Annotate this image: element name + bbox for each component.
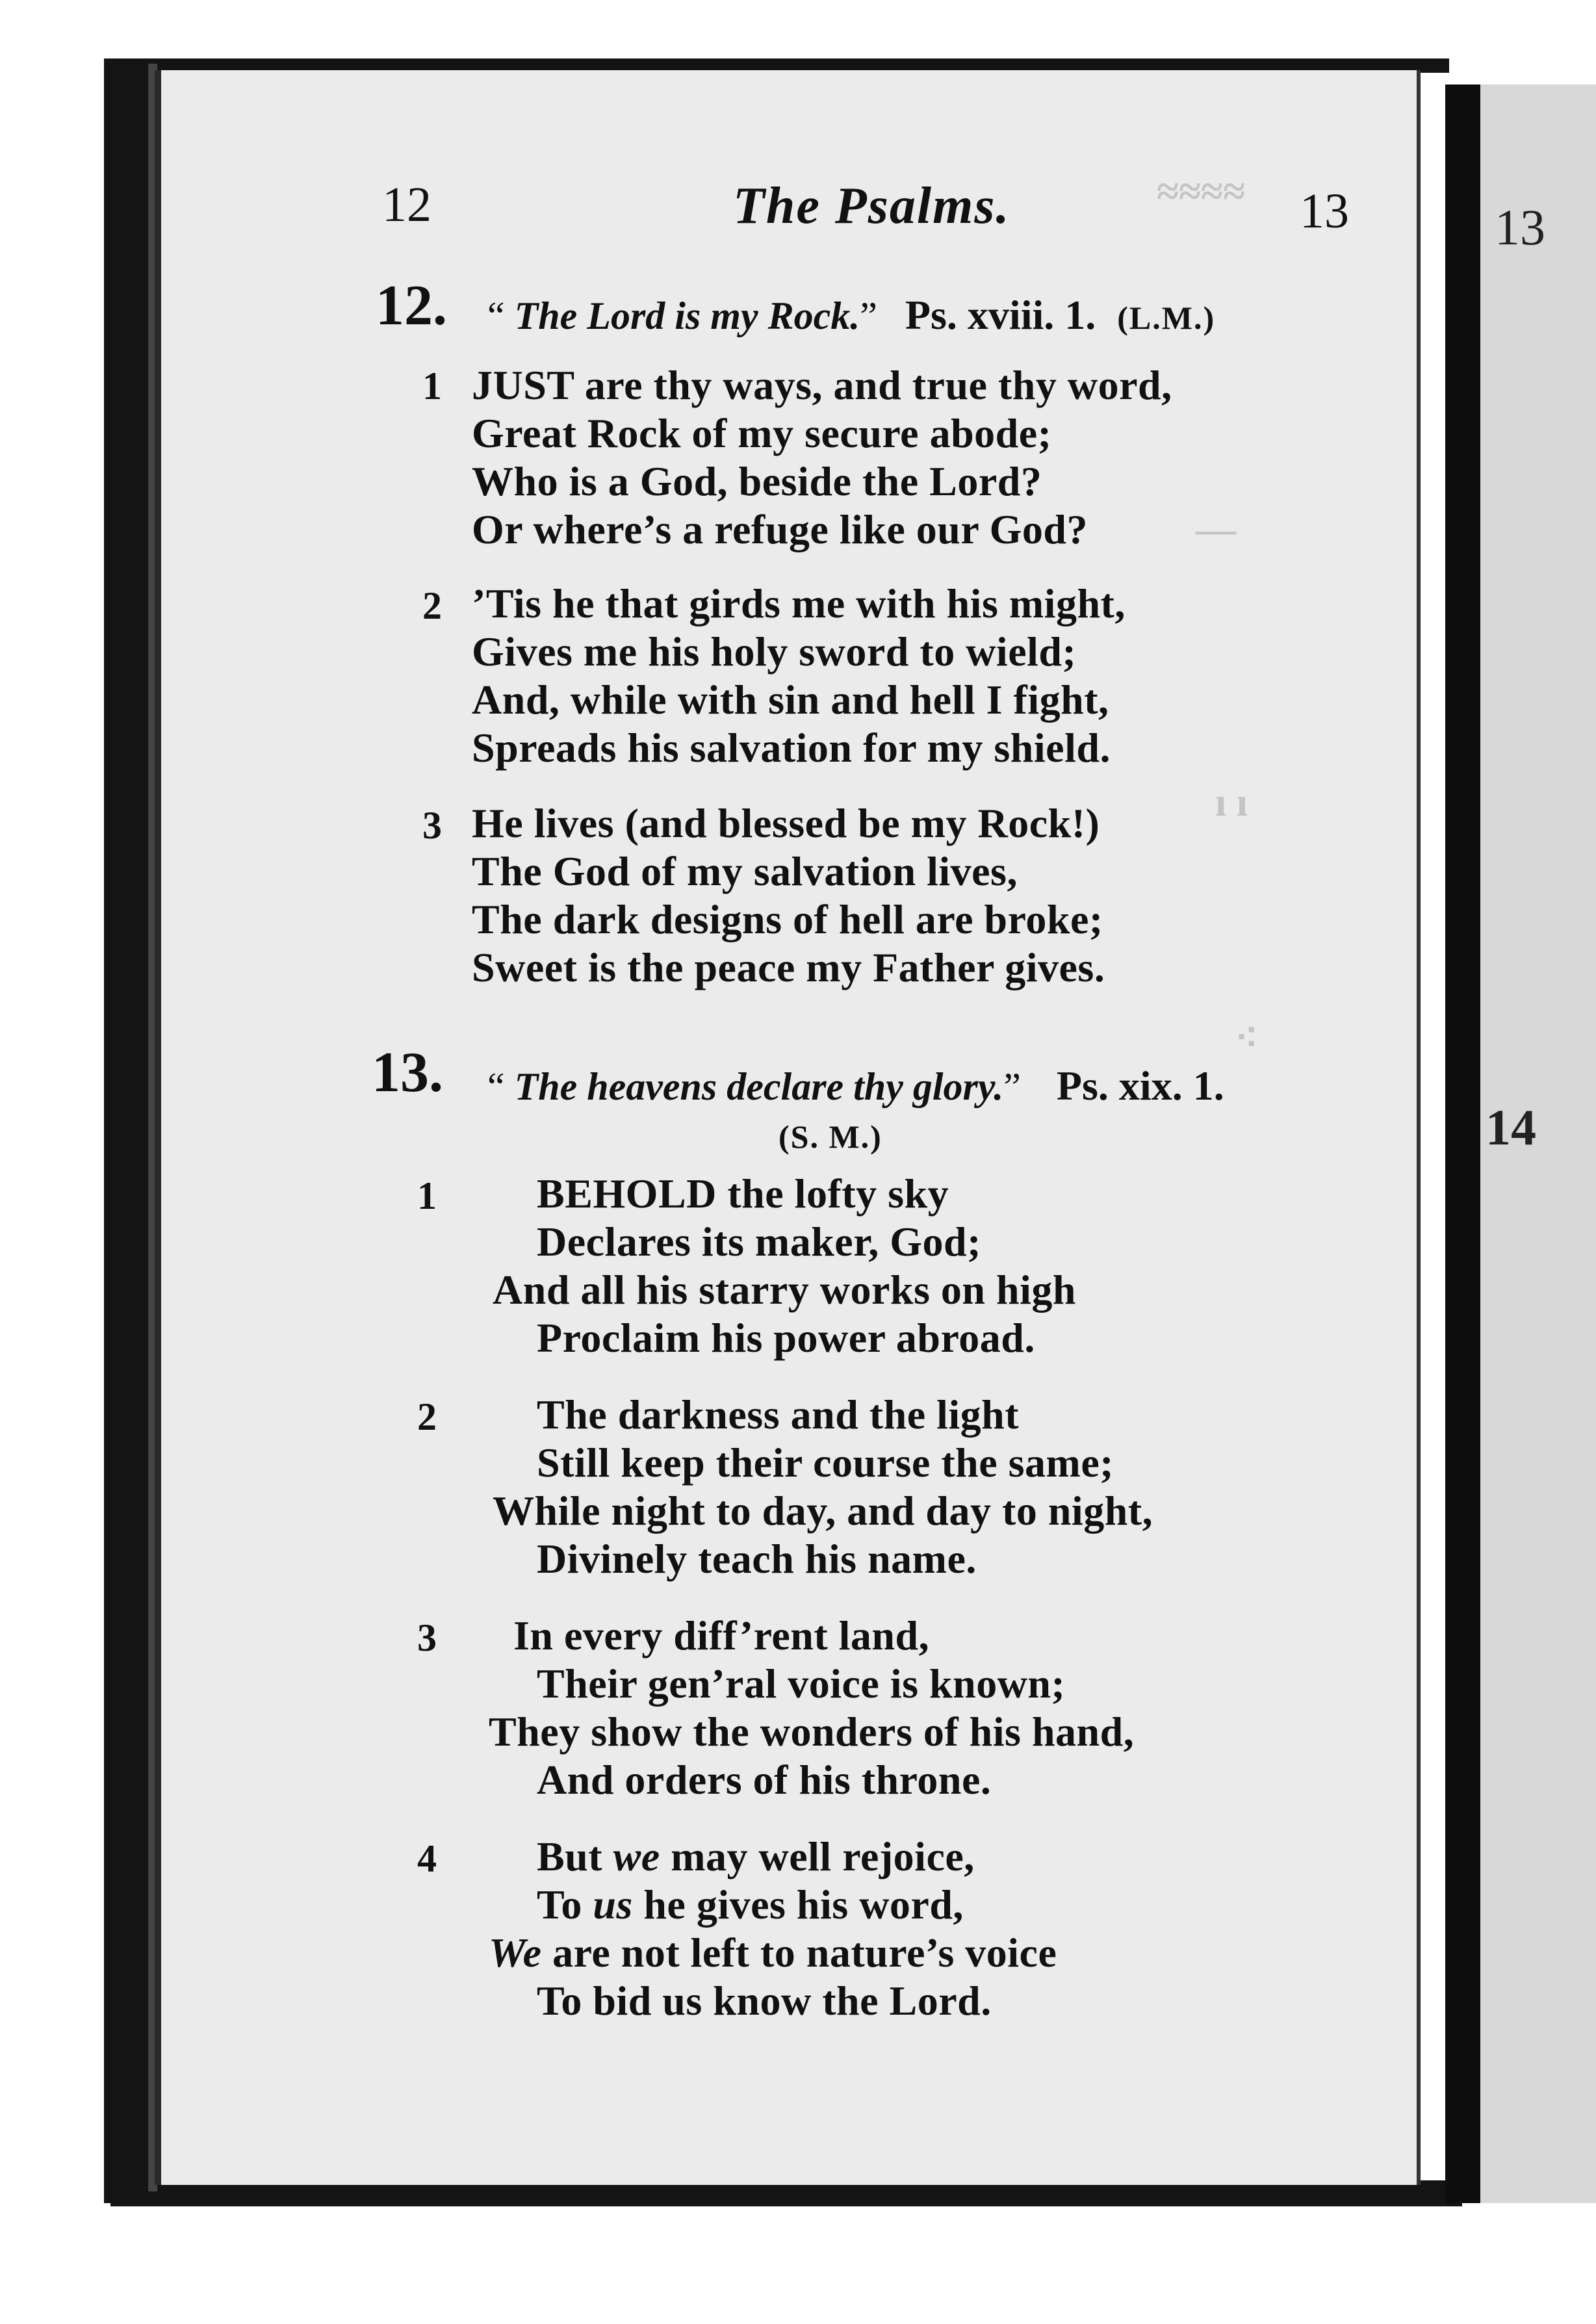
- verse-line: Still keep their course the same;: [537, 1440, 1114, 1486]
- facing-page-verse-number: 14: [1486, 1099, 1536, 1156]
- verse-line: The dark designs of hell are broke;: [472, 896, 1103, 942]
- emphasized-word: us: [593, 1881, 633, 1928]
- psalm-number: 13.: [372, 1041, 443, 1104]
- verse-text: he gives his word,: [632, 1881, 964, 1928]
- verse-line: To bid us know the Lord.: [537, 1978, 992, 2024]
- verse-line: And all his starry works on high: [493, 1267, 1076, 1313]
- verse-line: Sweet is the peace my Father gives.: [472, 944, 1105, 990]
- verse-line: Proclaim his power abroad.: [537, 1315, 1035, 1361]
- verse-line: The darkness and the light: [537, 1391, 1020, 1438]
- facing-page-edge: [1480, 84, 1596, 2203]
- verse-line: ’Tis he that girds me with his might,: [472, 580, 1126, 626]
- verse-line: They show the wonders of his hand,: [489, 1709, 1135, 1755]
- verse-line: Gives me his holy sword to wield;: [472, 628, 1077, 675]
- right-page-gutter: [1445, 84, 1480, 2203]
- psalm-title-open-quote: “: [487, 294, 505, 337]
- psalm-reference: Ps. xix. 1.: [1056, 1063, 1224, 1109]
- verse-line: Who is a God, beside the Lord?: [472, 458, 1042, 504]
- scan-stage: 13 14 ≈≈≈≈ — ı ı ⁖ 12 The Psalms. 13 12. “ The Lord is my Rock.” Ps. xviii. 1. (L.M.) 1 JUST are thy ways, and true thy word, Great Rock of my secure abode; Who is a God, beside the Lord? Or where’s a refuge like our God? 2 ’Tis he that girds me with his might, Gives me his holy sword to wield; And, while with sin and hell I fight, Spreads his salvation for my shield. 3 He lives (and blessed be my Rock!) The God of my salvation lives, The dark designs of hell are broke; Sweet is the peace my Father gives. 13. “ The heavens declare thy glory.” Ps. xix. 1. (S. M.) 1 BEHOLD the lofty sky Declares its maker, God; And all his starry works on high Proclaim his power abroad. 2 The darkness and the light Still keep their course the same; While night to day, and day to night, Divinely teach his name. 3 In every diff’rent land, Their gen’ral voice is known; They show the wonders of his hand, And orders of his throne. 4 But we may well rejoice, To us he gives his word, We are not left to nature’s voice To bid us know the Lord.: [0, 0, 1596, 2324]
- verse-line: In every diff’rent land,: [513, 1612, 930, 1659]
- verse-line: Or where’s a refuge like our God?: [472, 506, 1088, 552]
- verse-line: JUST are thy ways, and true thy word,: [472, 362, 1172, 408]
- verse-number: 4: [417, 1837, 437, 1880]
- verse-line: [489, 1929, 1057, 1977]
- verse-line: The God of my salvation lives,: [472, 848, 1018, 894]
- verse-line: While night to day, and day to night,: [493, 1488, 1153, 1534]
- running-title: The Psalms.: [733, 177, 1010, 235]
- verse-line: Declares its maker, God;: [537, 1219, 981, 1265]
- verse-number: 3: [417, 1616, 437, 1659]
- verse-line: He lives (and blessed be my Rock!): [472, 800, 1100, 846]
- emphasized-word: we: [613, 1833, 660, 1879]
- psalm-reference: Ps. xviii. 1.: [905, 292, 1096, 338]
- verse-text: are not left to nature’s voice: [541, 1930, 1057, 1976]
- psalm-title-open-quote: “: [487, 1065, 505, 1108]
- verse-line: And orders of his throne.: [537, 1757, 992, 1803]
- psalm-title: The Lord is my Rock.: [514, 294, 860, 337]
- psalm-title-close-quote: ”: [1003, 1065, 1021, 1108]
- psalm-title: The heavens declare thy glory.: [514, 1065, 1004, 1108]
- verse-number: 2: [422, 584, 442, 627]
- verse-number: 2: [417, 1395, 437, 1438]
- verse-number: 1: [417, 1174, 437, 1217]
- emphasized-word: We: [489, 1930, 542, 1976]
- verse-line: And, while with sin and hell I fight,: [472, 677, 1109, 723]
- psalm-meter: (S. M.): [779, 1118, 882, 1155]
- verse-line: Great Rock of my secure abode;: [472, 410, 1052, 456]
- psalm-meter-line: [779, 1113, 882, 1157]
- psalm-heading: [487, 291, 1215, 339]
- psalm-title-close-quote: ”: [860, 294, 877, 337]
- verse-line: Spreads his salvation for my shield.: [472, 725, 1111, 771]
- verse-line: BEHOLD the lofty sky: [537, 1170, 949, 1217]
- verse-line: [537, 1833, 975, 1881]
- verse-number: 1: [422, 365, 442, 407]
- verse-number: 3: [422, 804, 442, 847]
- facing-page-number: 13: [1495, 199, 1545, 255]
- psalm-number: 12.: [376, 274, 447, 337]
- verse-line: [537, 1881, 964, 1929]
- verse-text: may well rejoice,: [660, 1833, 975, 1879]
- verse-text: But: [537, 1833, 613, 1879]
- verse-line: Their gen’ral voice is known;: [537, 1660, 1066, 1707]
- verse-line: Divinely teach his name.: [537, 1536, 977, 1582]
- psalm-meter: (L.M.): [1117, 300, 1216, 336]
- psalm-heading: [487, 1062, 1224, 1110]
- verse-text: To: [537, 1881, 593, 1928]
- page-number-left: 12: [382, 177, 431, 232]
- page-number-right: 13: [1300, 184, 1349, 239]
